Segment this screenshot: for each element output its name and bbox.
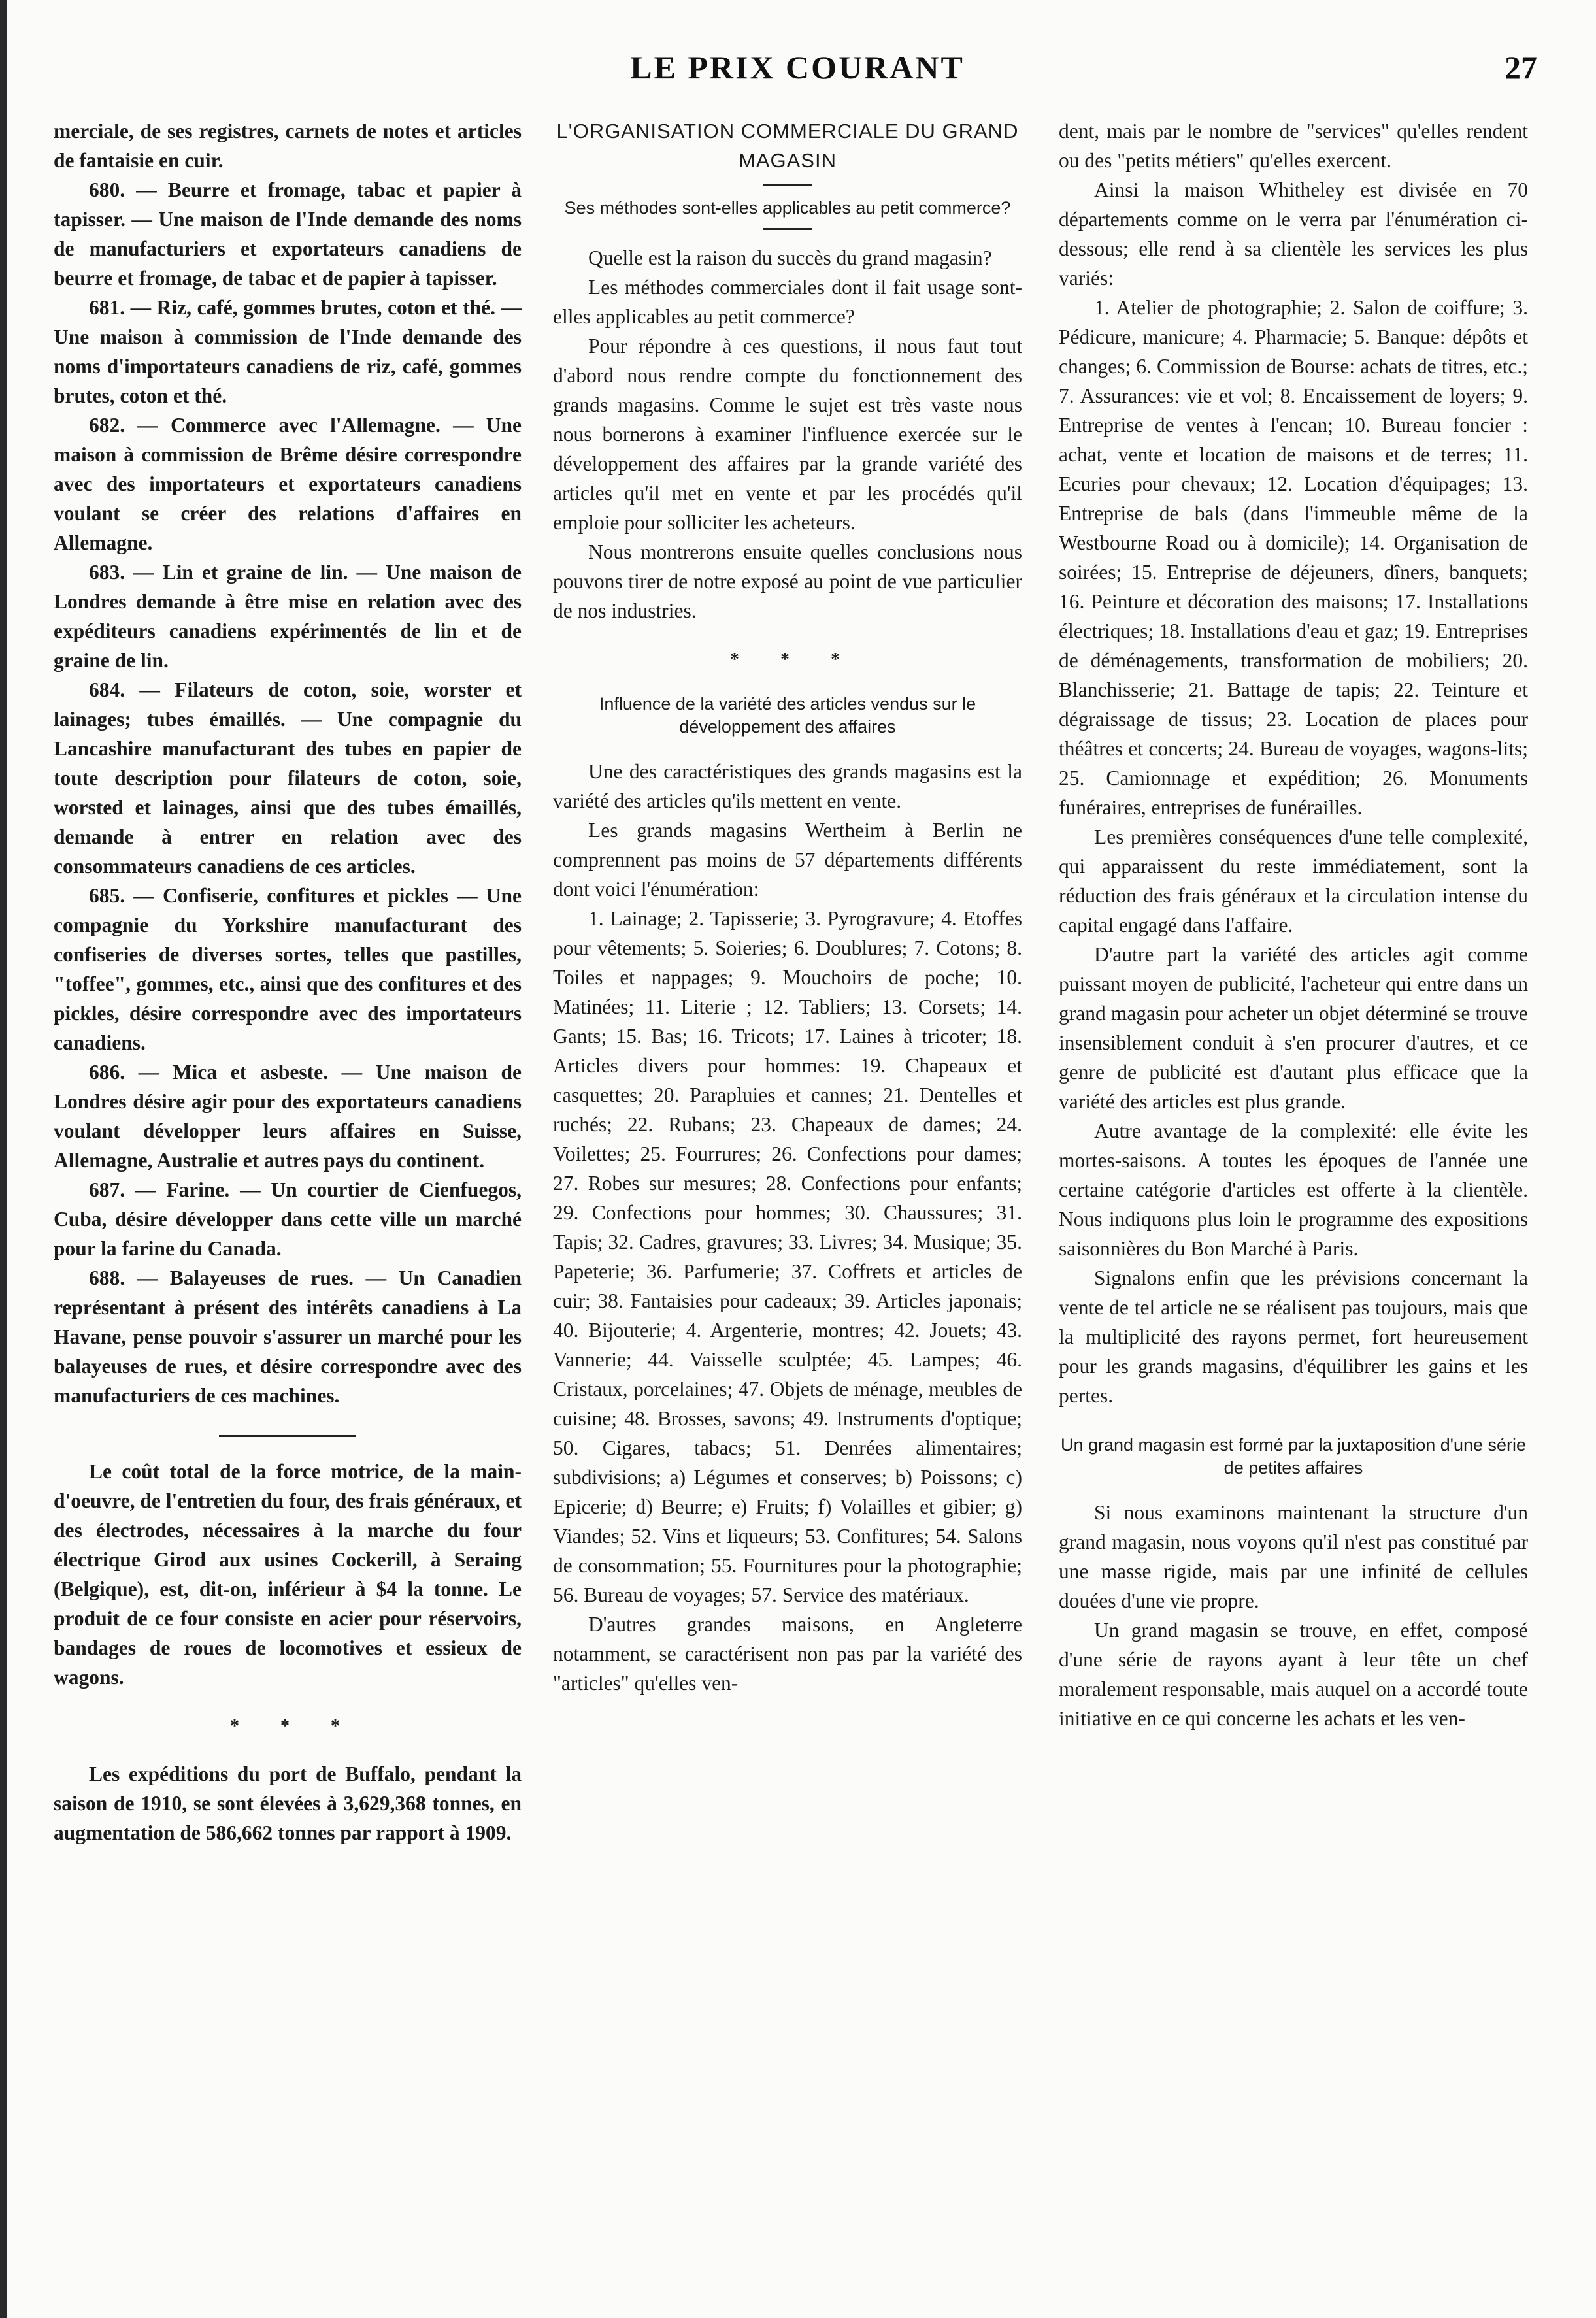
page-number: 27 <box>1505 49 1537 86</box>
subheading-rule <box>763 228 812 230</box>
notice-680: 680. — Beurre et fromage, tabac et papier à tapisser. — Une maison de l'Inde demande des noms de manufacturiers et exportateurs canadiens de beurre et fromage, de tabac et de papier à tapisser. <box>54 178 522 290</box>
notice-paragraph: merciale, de ses registres, carnets de notes et articles de fantaisie en cuir. <box>54 120 522 172</box>
intro-paragraph: Les méthodes commerciales dont il fait usage sont-elles applicables au petit commerce? <box>553 276 1022 328</box>
consequences-paragraph: Les premières conséquences d'une telle complexité, qui apparaissent du reste immédiatement, sont la réduction des frais généraux et la circulation intense du capital engagé dans l'affaire. <box>1059 825 1528 936</box>
rayons-paragraph: Un grand magasin se trouve, en effet, composé d'une série de rayons ayant à leur tête un chef moralement responsable, mais auquel on a accordé toute initiative en ce qui concerne les achats et les ven- <box>1059 1619 1528 1730</box>
column-right <box>1059 116 1528 2293</box>
services-list: 1. Atelier de photographie; 2. Salon de coiffure; 3. Pédicure, manicure; 4. Pharmacie; 5. Banque: dépôts et changes; 6. Commission de Bourse: achats de titres, etc.; 7. Assurances: vie et vol; 8. Encaissement de loyers; 9. Entreprise de ventes à l'encan; 10. Bureau foncier : achat, vente et location de maisons et de terres; 11. Ecuries pour chevaux; 12. Location d'équipages; 13. Entreprise de bals (dans l'immeuble même de la Westbourne Road ou à domicile); 14. Organisation de soirées; 15. Entreprise de déjeuners, dîners, banquets; 16. Peinture et décoration des maisons; 17. Installations électriques; 18. Installations d'eau et gaz; 19. Entreprises de déménagements, transformation de mobiliers; 20. Blanchisserie; 21. Battage de tapis; 22. Teinture et dégraissage de tissus; 23. Location de places pour théâtres et concerts; 24. Bureau de voyages, wagons-lits; 25. Camionnage et expédition; 26. Monuments funéraires, entreprises de funérailles. <box>1059 296 1528 819</box>
department-list: 1. Lainage; 2. Tapisserie; 3. Pyrogravure; 4. Etoffes pour vêtements; 5. Soieries; 6. Doublures; 7. Cotons; 8. Toiles et nappages; 9. Mouchoirs de poche; 10. Matinées; 11. Literie ; 12. Tabliers; 13. Corsets; 14. Gants; 15. Bas; 16. Tricots; 17. Laines à tricoter; 18. Articles divers pour hommes: 19. Chapeaux et casquettes; 20. Parapluies et cannes; 21. Dentelles et ruchés; 22. Rubans; 23. Chapeaux de dames; 24. Voilettes; 25. Fourrures; 26. Confections pour dames; 27. Robes sur mesures; 28. Confections pour enfants; 29. Confections pour hommes; 30. Chaussures; 31. Tapis; 32. Cadres, gravures; 33. Livres; 34. Musique; 35. Papeterie; 36. Parfumerie; 37. Coffrets et articles de cuir; 38. Fantaisies pour cadeaux; 39. Articles japonais; 40. Bijouterie; 4. Argenterie, montres; 42. Jouets; 43. Vannerie; 44. Vaisselle sculptée; 45. Lampes; 46. Cristaux, porcelaines; 47. Objets de ménage, meubles de cuisine; 48. Brosses, savons; 49. Instruments d'optique; 50. Cigares, tabacs; 51. Denrées alimentaires; subdivisions; a) Légumes et conserves; b) Poissons; c) Epicerie; d) Beurre; e) Fruits; f) Volailles et gibier; g) Viandes; 52. Vins et liqueurs; 53. Confitures; 54. Salons de consommation; 55. Fournitures pour la photographie; 56. Bureau de voyages; 57. Service des matériaux. <box>553 907 1022 1606</box>
variety-paragraph: Une des caractéristiques des grands magasins est la variété des articles qu'ils mettent en vente. <box>553 760 1022 812</box>
publicity-paragraph: D'autre part la variété des articles agit comme puissant moyen de publicité, l'acheteur qui entre dans un grand magasin pour acheter un objet déterminé se trouve insensiblement conduit à s'en procurer d'autres, et ce genre de publicité est d'autant plus efficace que la variété des articles est plus grande. <box>1059 943 1528 1113</box>
article-heading: L'ORGANISATION COMMERCIALE DU GRAND MAGASIN <box>556 120 1019 172</box>
heading-rule <box>763 184 812 186</box>
structure-paragraph: Si nous examinons maintenant la structure d'un grand magasin, nous voyons qu'il n'est pas constitué par une masse rigide, mais par une infinité de cellules douées d'une vie propre. <box>1059 1501 1528 1612</box>
column-middle <box>553 116 1022 2293</box>
buffalo-paragraph: Les expéditions du port de Buffalo, pendant la saison de 1910, se sont élevées à 3,629,368 tonnes, en augmentation de 586,662 tonnes par rapport à 1909. <box>54 1763 522 1844</box>
furnace-paragraph: Le coût total de la force motrice, de la main-d'oeuvre, de l'entretien du four, des frais généraux, et des électrodes, nécessaires à la marche du four électrique Girod aux usines Cockerill, à Seraing (Belgique), est, dit-on, inférieur à $4 la tonne. Le produit de ce four consiste en acier pour réservoirs, bandages de roues de locomotives et essieux de wagons. <box>54 1460 522 1689</box>
intro-paragraph: Nous montrerons ensuite quelles conclusions nous pouvons tirer de notre exposé au point de vue particulier de nos industries. <box>553 540 1022 622</box>
notice-681: 681. — Riz, café, gommes brutes, coton et thé. — Une maison à commission de l'Inde demande des noms d'importateurs canadiens de riz, café, gommes brutes, coton et thé. <box>54 296 522 407</box>
seasons-paragraph: Autre avantage de la complexité: elle évite les mortes-saisons. A toutes les époques de l'année une certaine catégorie d'articles est offerte à la clientèle. Nous indiquons plus loin le programme des expositions saisonnières du Bon Marché à Paris. <box>1059 1119 1528 1260</box>
wertheim-intro: Les grands magasins Wertheim à Berlin ne comprennent pas moins de 57 départements différents dont voici l'énumération: <box>553 819 1022 901</box>
notice-686: 686. — Mica et asbeste. — Une maison de Londres désire agir pour des exportateurs canadiens voulant développer leurs affaires en Suisse, Allemagne, Australie et autres pays du continent. <box>54 1061 522 1172</box>
notice-682: 682. — Commerce avec l'Allemagne. — Une maison à commission de Brême désire correspondre avec des importateurs et exportateurs canadiens voulant se créer des relations d'affaires en Allemagne. <box>54 414 522 554</box>
section-heading-structure: Un grand magasin est formé par la juxtaposition d'une série de petites affaires <box>1060 1435 1527 1478</box>
notice-685: 685. — Confiserie, confitures et pickles — Une compagnie du Yorkshire manufacturant des confiseries de diverses sortes, telles que pastilles, "toffee", gommes, etc., ainsi que des confitures et des pickles, désire correspondre avec des importateurs canadiens. <box>54 884 522 1054</box>
separator-stars: * * * <box>230 1716 358 1736</box>
forecast-paragraph: Signalons enfin que les prévisions concernant la vente de tel article ne se réalisent pas toujours, mais que la multiplicité des rayons permet, fort heureusement pour les grands magasins, d'équilibrer les gains et les pertes. <box>1059 1267 1528 1407</box>
whiteley-intro: Ainsi la maison Whitheley est divisée en 70 départements comme on le verra par l'énumération ci-dessous; elle rend à sa clientèle les services les plus variés: <box>1059 178 1528 290</box>
continuation-paragraph: dent, mais par le nombre de "services" qu'elles rendent ou des "petits métiers" qu'elles exercent. <box>1059 120 1528 172</box>
column-left <box>54 116 522 2293</box>
section-heading-variety: Influence de la variété des articles vendus sur le développement des affaires <box>599 694 976 737</box>
separator-stars: * * * <box>730 650 858 670</box>
article-subheading: Ses méthodes sont-elles applicables au petit commerce? <box>564 198 1011 218</box>
running-title: LE PRIX COURANT <box>630 49 965 86</box>
closing-paragraph: D'autres grandes maisons, en Angleterre notamment, se caractérisent non pas par la variété des "articles" qu'elles ven- <box>553 1613 1022 1695</box>
notice-687: 687. — Farine. — Un courtier de Cienfuegos, Cuba, désire développer dans cette ville un marché pour la farine du Canada. <box>54 1178 522 1260</box>
intro-paragraph: Quelle est la raison du succès du grand magasin? <box>588 246 992 269</box>
notice-688: 688. — Balayeuses de rues. — Un Canadien représentant à présent des intérêts canadiens à La Havane, pense pouvoir s'assurer un marché pour les balayeuses de rues, et désire correspondre avec des manufacturiers de ces machines. <box>54 1267 522 1407</box>
page-binding-edge <box>0 0 7 2318</box>
section-divider <box>219 1435 356 1437</box>
notice-684: 684. — Filateurs de coton, soie, worster et lainages; tubes émaillés. — Une compagnie du Lancashire manufacturant des tubes en papier de toute description pour filateurs de coton, soie, worsted et lainages, ainsi que des tubes émaillés, demande à entrer en relation avec des consommateurs canadiens de ces articles. <box>54 678 522 878</box>
notice-683: 683. — Lin et graine de lin. — Une maison de Londres demande à être mise en relation avec des expéditeurs canadiens expérimentés de lin et de graine de lin. <box>54 561 522 672</box>
intro-paragraph: Pour répondre à ces questions, il nous faut tout d'abord nous rendre compte du fonctionnement des grands magasins. Comme le sujet est très vaste nous nous bornerons à examiner l'influence exercée sur le développement des affaires par la grande variété des articles qu'il met en vente et par les procédés qu'il emploie pour solliciter les acheteurs. <box>553 335 1022 534</box>
